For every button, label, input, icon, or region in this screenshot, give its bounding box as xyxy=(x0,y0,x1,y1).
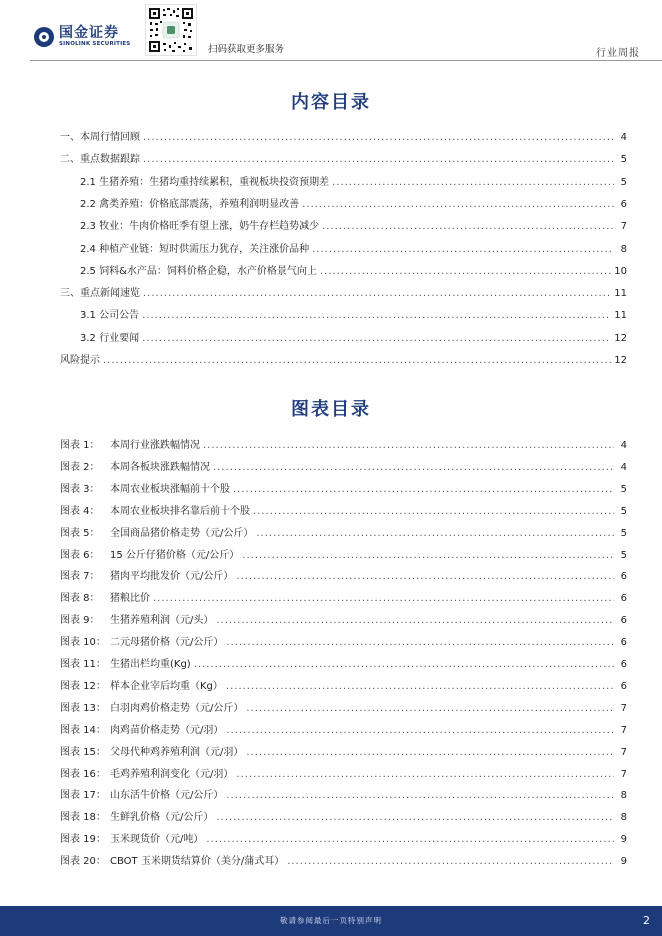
dot-leader xyxy=(226,637,614,648)
figure-entry-label: 白羽肉鸡价格走势（元/公斤） xyxy=(110,702,244,714)
figure-entry-page: 8 xyxy=(620,790,627,802)
figure-entry-page: 7 xyxy=(620,746,627,758)
dot-leader xyxy=(246,747,614,758)
figure-entry-page: 6 xyxy=(620,593,627,605)
figure-entry-number: 图表 20： xyxy=(60,856,106,868)
figure-entry-page: 5 xyxy=(620,527,627,539)
figure-entry-page: 6 xyxy=(620,571,627,583)
logo-english-name: SINOLINK SECURITIES xyxy=(59,41,131,47)
figure-entry-label: 本周各板块涨跌幅情况 xyxy=(110,461,210,473)
contents-entry-page: 4 xyxy=(620,132,627,143)
figure-entry-label: 猪肉平均批发价（元/公斤） xyxy=(110,571,234,583)
figure-entry-label: 全国商品猪价格走势（元/公斤） xyxy=(110,527,254,539)
figure-entry[interactable] xyxy=(60,589,627,604)
figure-entry-number: 图表 13： xyxy=(60,702,106,714)
figures-title: 图表目录 xyxy=(291,399,371,420)
figure-entry[interactable] xyxy=(60,546,627,561)
dot-leader xyxy=(206,834,614,845)
scan-for-services-text: 扫码获取更多服务 xyxy=(208,44,285,55)
document-type-label: 行业周报 xyxy=(596,48,640,59)
dot-leader xyxy=(233,484,614,495)
figure-entry[interactable] xyxy=(60,655,627,670)
figure-entry-page: 7 xyxy=(620,724,627,736)
figure-entry[interactable] xyxy=(60,721,627,736)
figure-entry[interactable] xyxy=(60,567,627,582)
contents-title: 内容目录 xyxy=(291,92,371,113)
figure-entry-label: 山东活牛价格（元/公斤） xyxy=(110,790,224,802)
contents-entry-label: 风险提示 xyxy=(60,355,100,366)
dot-leader xyxy=(142,310,611,321)
figure-entry-label: 猪粮比价 xyxy=(110,593,150,605)
contents-entry-page: 12 xyxy=(614,332,627,344)
figure-entry-number: 图表 16： xyxy=(60,768,106,780)
contents-entry[interactable] xyxy=(80,195,627,210)
dot-leader xyxy=(143,154,614,165)
contents-entry[interactable] xyxy=(80,173,627,188)
figure-entry-number: 图表 5： xyxy=(60,527,100,539)
figure-entry-label: 毛鸡养殖利润变化（元/羽） xyxy=(110,768,234,780)
figure-entry-page: 7 xyxy=(620,702,627,714)
figure-entry[interactable] xyxy=(60,480,627,495)
figure-entry[interactable] xyxy=(60,436,627,451)
figure-entry[interactable] xyxy=(60,677,627,692)
figure-entry-number: 图表 7： xyxy=(60,571,100,583)
contents-entry-page: 5 xyxy=(620,154,627,166)
figure-entry-page: 6 xyxy=(620,659,627,670)
contents-entry-label: 2.3 牧业：牛肉价格旺季有望上涨，奶牛存栏趋势减少 xyxy=(80,221,320,233)
dot-leader xyxy=(253,506,614,517)
figure-entry-number: 图表 18： xyxy=(60,812,106,824)
contents-entry-label: 2.2 禽类养殖：价格底部震荡，养殖利润明显改善 xyxy=(80,198,300,210)
figure-entry-page: 8 xyxy=(620,812,627,824)
dot-leader xyxy=(213,462,614,473)
figure-entry[interactable] xyxy=(60,458,627,473)
figure-entry-label: 二元母猪价格（元/公斤） xyxy=(110,637,224,649)
company-logo xyxy=(34,26,130,48)
figure-entry-label: 生猪养殖利润（元/头） xyxy=(110,615,214,627)
figure-entry-label: 父母代种鸡养殖利润（元/羽） xyxy=(110,746,244,758)
figure-entry-number: 图表 4： xyxy=(60,505,100,517)
qr-code-icon[interactable] xyxy=(145,4,197,56)
footer-disclaimer: 敬请参阅最后一页特别声明 xyxy=(280,916,382,925)
contents-entry[interactable] xyxy=(80,306,627,321)
contents-entry-label: 一、本周行情回顾 xyxy=(60,132,140,143)
figure-entry-page: 5 xyxy=(620,549,627,561)
figure-entry[interactable] xyxy=(60,633,627,648)
figure-entry[interactable] xyxy=(60,786,627,801)
figure-entry-page: 6 xyxy=(620,637,627,649)
dot-leader xyxy=(216,615,614,626)
dot-leader xyxy=(103,355,611,366)
figure-entry-label: CBOT 玉米期货结算价（美分/蒲式耳） xyxy=(110,856,285,868)
contents-entry-label: 2.5 饲料&水产品：饲料价格企稳，水产价格景气向上 xyxy=(80,265,317,277)
contents-entry-label: 二、重点数据跟踪 xyxy=(60,154,140,166)
figure-entry-label: 15 公斤仔猪价格（元/公斤） xyxy=(110,549,240,561)
contents-entry-label: 三、重点新闻速览 xyxy=(60,288,140,300)
contents-entry-label: 2.1 生猪养殖：生猪均重持续累积，重视板块投资预期差 xyxy=(80,176,330,188)
contents-entry-page: 11 xyxy=(614,310,627,322)
figure-entry[interactable] xyxy=(60,852,627,867)
logo-chinese-name: 国金证券 xyxy=(59,25,119,41)
contents-entry-page: 8 xyxy=(620,243,627,255)
dot-leader xyxy=(194,659,614,670)
dot-leader xyxy=(302,199,614,210)
figure-entry[interactable] xyxy=(60,611,627,626)
dot-leader xyxy=(256,528,614,539)
contents-entry[interactable] xyxy=(60,128,627,143)
figure-entry-page: 7 xyxy=(620,768,627,780)
contents-entry-label: 3.2 行业要闻 xyxy=(80,332,140,344)
contents-entry[interactable] xyxy=(60,150,627,165)
contents-entry[interactable] xyxy=(80,329,627,344)
page-footer xyxy=(0,906,662,936)
contents-entry-page: 11 xyxy=(614,288,627,300)
figure-entry-number: 图表 2： xyxy=(60,461,100,473)
figure-entry[interactable] xyxy=(60,743,627,758)
dot-leader xyxy=(322,221,614,232)
figure-entry[interactable] xyxy=(60,808,627,823)
figure-entry-page: 4 xyxy=(620,440,627,451)
contents-entry[interactable] xyxy=(80,240,627,255)
page-number: 2 xyxy=(643,914,650,927)
figure-entry[interactable] xyxy=(60,699,627,714)
contents-entry[interactable] xyxy=(60,284,627,299)
dot-leader xyxy=(312,244,614,255)
figure-entry-number: 图表 8： xyxy=(60,593,100,605)
figure-entry[interactable] xyxy=(60,502,627,517)
dot-leader xyxy=(143,132,614,143)
contents-entry-page: 6 xyxy=(620,198,627,210)
contents-entry[interactable] xyxy=(80,262,627,277)
figure-entry-number: 图表 1： xyxy=(60,440,100,451)
contents-entry[interactable] xyxy=(60,351,627,366)
figure-entry-label: 玉米现货价（元/吨） xyxy=(110,834,204,846)
figure-entry-page: 6 xyxy=(620,615,627,627)
figure-entry-page: 9 xyxy=(620,856,627,868)
figure-entry[interactable] xyxy=(60,830,627,845)
figure-entry-number: 图表 6： xyxy=(60,549,100,561)
figure-entry[interactable] xyxy=(60,524,627,539)
contents-entry-label: 2.4 种植产业链：短时供需压力犹存，关注涨价品种 xyxy=(80,243,310,255)
figure-entry-page: 6 xyxy=(620,680,627,692)
dot-leader xyxy=(320,266,611,277)
figure-entry-number: 图表 17： xyxy=(60,790,106,802)
dot-leader xyxy=(216,812,614,823)
header-divider xyxy=(30,60,662,61)
figure-entry-number: 图表 14： xyxy=(60,724,106,736)
dot-leader xyxy=(153,593,614,604)
figure-entry-label: 样本企业宰后均重（Kg） xyxy=(110,680,223,692)
contents-entry-page: 7 xyxy=(620,221,627,233)
figure-entry-page: 5 xyxy=(620,483,627,495)
figure-entry-page: 9 xyxy=(620,834,627,846)
dot-leader xyxy=(226,681,614,692)
dot-leader xyxy=(287,856,614,867)
dot-leader xyxy=(246,703,614,714)
figure-entry-label: 本周农业板块涨幅前十个股 xyxy=(110,483,230,495)
figure-entry-label: 生猪出栏均重(Kg) xyxy=(110,659,191,670)
figure-entry-label: 本周行业涨跌幅情况 xyxy=(110,440,200,451)
figure-entry-label: 生鲜乳价格（元/公斤） xyxy=(110,812,214,824)
figure-entry-number: 图表 19： xyxy=(60,834,106,846)
dot-leader xyxy=(236,769,614,780)
contents-entry[interactable] xyxy=(80,217,627,232)
logo-mark-icon xyxy=(34,27,54,47)
dot-leader xyxy=(226,790,614,801)
figure-entry-page: 4 xyxy=(620,461,627,473)
figure-entry-page: 5 xyxy=(620,505,627,517)
contents-entry-page: 12 xyxy=(614,355,627,366)
contents-entry-label: 3.1 公司公告 xyxy=(80,310,140,322)
dot-leader xyxy=(142,333,611,344)
figure-entry-number: 图表 9： xyxy=(60,615,100,627)
contents-entry-page: 5 xyxy=(620,176,627,188)
contents-entry-page: 10 xyxy=(614,265,627,277)
figure-entry-number: 图表 15： xyxy=(60,746,106,758)
figure-entry-number: 图表 10： xyxy=(60,637,106,649)
dot-leader xyxy=(226,725,614,736)
dot-leader xyxy=(236,571,614,582)
dot-leader xyxy=(332,177,614,188)
figure-entry-number: 图表 11： xyxy=(60,659,106,670)
dot-leader xyxy=(242,550,614,561)
figure-entry-number: 图表 3： xyxy=(60,483,100,495)
dot-leader xyxy=(143,288,611,299)
figure-entry-label: 肉鸡苗价格走势（元/羽） xyxy=(110,724,224,736)
page-header xyxy=(0,0,662,62)
dot-leader xyxy=(203,440,614,451)
figure-entry[interactable] xyxy=(60,765,627,780)
figure-entry-label: 本周农业板块排名靠后前十个股 xyxy=(110,505,250,517)
figure-entry-number: 图表 12： xyxy=(60,680,106,692)
